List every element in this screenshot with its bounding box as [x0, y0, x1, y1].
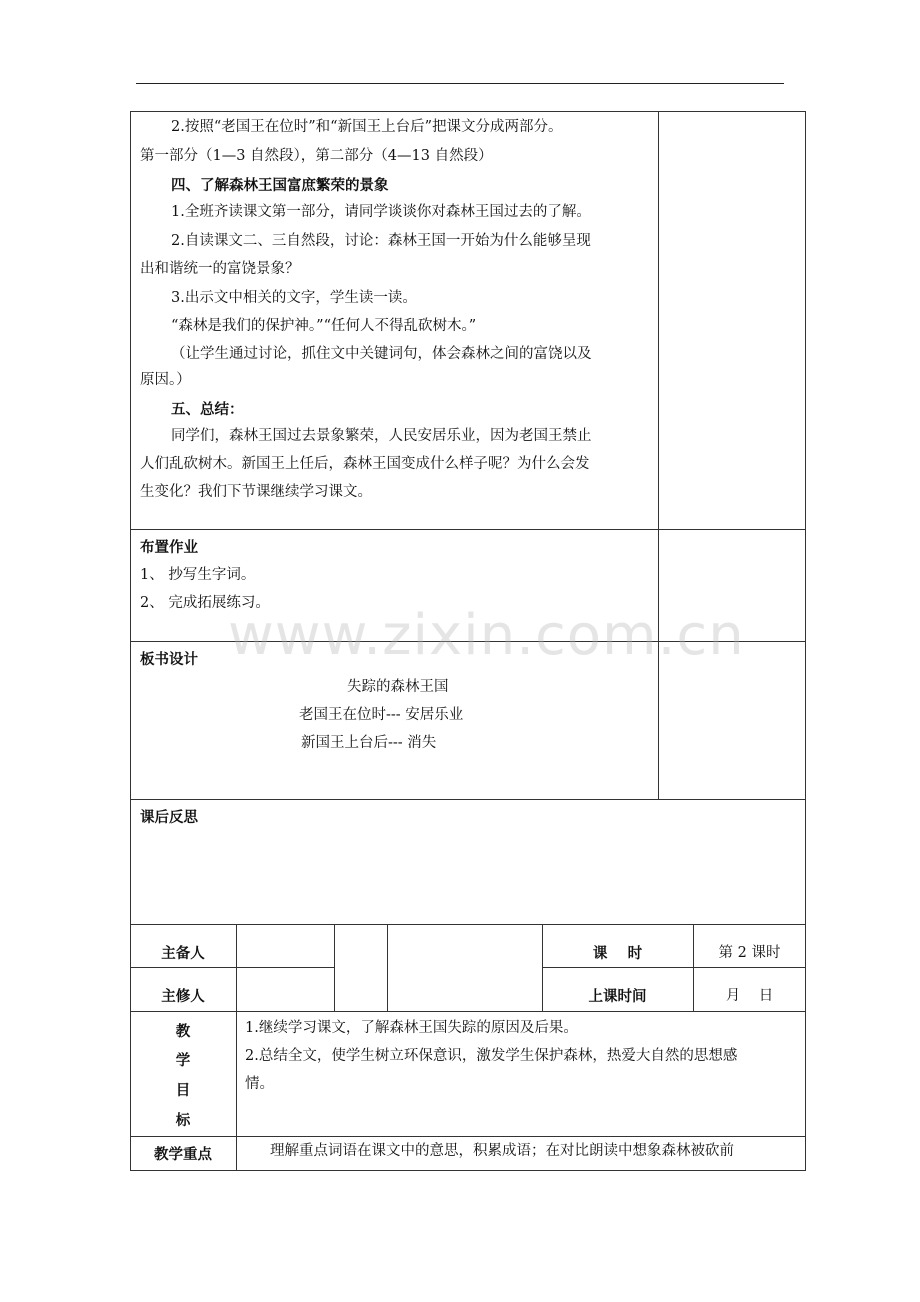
board-right-divider	[658, 641, 659, 800]
process-line: 3.出示文中相关的文字，学生读一读。	[171, 290, 417, 306]
process-heading: 五、总结：	[171, 401, 244, 418]
header-rule	[136, 83, 784, 84]
key-points-label: 教学重点	[154, 1146, 212, 1163]
goals-label-char: 目	[175, 1082, 191, 1099]
info-col-1	[236, 924, 237, 1012]
homework-item: 2、 完成拓展练习。	[140, 595, 270, 611]
revisor-label: 主修人	[161, 988, 205, 1005]
board-title: 板书设计	[140, 651, 198, 668]
process-line: 2.自读课文二、三自然段，讨论：森林王国一开始为什么能够呈现	[171, 233, 591, 249]
process-line: （让学生通过讨论，抓住文中关键词句，体会森林之间的富饶以及	[171, 346, 592, 362]
process-line: 2.按照“老国王在位时”和“新国王上台后”把课文分成两部分。	[171, 119, 563, 135]
process-line: 原因。）	[140, 372, 191, 388]
goals-label-char: 教	[175, 1023, 191, 1040]
goal-line: 1.继续学习课文，了解森林王国失踪的原因及后果。	[245, 1020, 578, 1036]
board-line: 老国王在位时--- 安居乐业	[299, 707, 464, 723]
process-line: 第一部分（1—3 自然段），第二部分（4—13 自然段）	[140, 148, 493, 164]
process-line: 生变化？我们下节课继续学习课文。	[140, 484, 372, 500]
info-row-divider-left	[130, 967, 334, 968]
goals-label-char: 学	[175, 1052, 191, 1069]
process-heading: 四、了解森林王国富庶繁荣的景象	[171, 177, 389, 194]
reflection-title: 课后反思	[140, 809, 198, 826]
process-line: 人们乱砍树木。新国王上任后，森林王国变成什么样子呢？为什么会发	[140, 456, 590, 472]
homework-item: 1、 抄写生字词。	[140, 567, 256, 583]
class-time-label: 上课时间	[588, 988, 647, 1005]
info-col-2	[334, 924, 335, 1012]
main-preparer-label: 主备人	[161, 945, 205, 962]
board-line: 新国王上台后--- 消失	[301, 735, 437, 751]
goals-label-char: 标	[175, 1112, 191, 1129]
process-line: 1.全班齐读课文第一部分，请同学谈谈你对森林王国过去的了解。	[171, 204, 591, 220]
goal-line: 2.总结全文，使学生树立环保意识，激发学生保护森林，热爱大自然的思想感	[245, 1048, 738, 1064]
process-quote: “森林是我们的保护神。”“任何人不得乱砍树木。”	[171, 318, 477, 334]
homework-title: 布置作业	[140, 539, 198, 556]
process-line: 出和谐统一的富饶景象？	[140, 261, 300, 277]
site-watermark: www.zixin.com.cn	[228, 603, 745, 668]
info-row-divider-right	[542, 967, 806, 968]
period-value: 第 2 课时	[718, 945, 781, 961]
key-points-text: 理解重点词语在课文中的意思，积累成语；在对比朗读中想象森林被砍前	[270, 1143, 734, 1159]
class-time-value: 月 日	[725, 988, 774, 1004]
reflection-cell	[130, 799, 806, 925]
info-col-3	[387, 924, 388, 1012]
process-line: 同学们，森林王国过去景象繁荣，人民安居乐业，因为老国王禁止	[171, 428, 592, 444]
board-design-cell	[130, 641, 806, 800]
period-label: 课 时	[592, 945, 643, 962]
board-line: 失踪的森林王国	[347, 679, 449, 695]
goal-line: 情。	[245, 1076, 274, 1092]
